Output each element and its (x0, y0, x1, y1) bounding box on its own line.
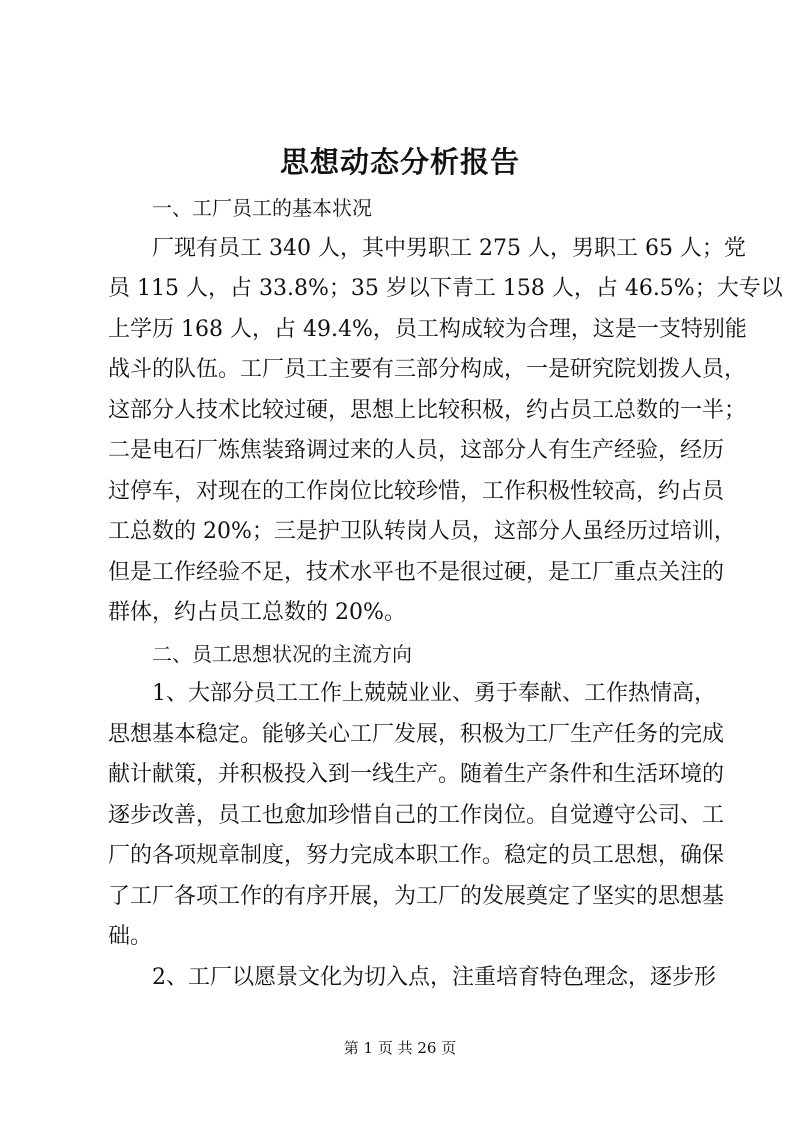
section-heading-2: 二、员工思想状况的主流方向 (152, 641, 412, 666)
page-footer: 第 1 页 共 26 页 (343, 1039, 457, 1057)
paragraph-line: 厂现有员工 340 人，其中男职工 275 人，男职工 65 人；党 (152, 235, 746, 261)
paragraph-line: 逐步改善，员工也愈加珍惜自己的工作岗位。自觉遵守公司、工 (108, 802, 725, 828)
paragraph-line: 献计献策，并积极投入到一线生产。随着生产条件和生活环境的 (108, 762, 725, 787)
paragraph-line: 础。 (108, 924, 153, 949)
paragraph-line: 厂的各项规章制度，努力完成本职工作。稳定的员工思想，确保 (108, 843, 725, 868)
paragraph-line: 了工厂各项工作的有序开展，为工厂的发展奠定了坚实的思想基 (108, 883, 725, 909)
paragraph-line: 群体，约占员工总数的 20%。 (108, 600, 406, 625)
paragraph-line: 上学历 168 人，占 49.4%，员工构成较为合理，这是一支特别能 (108, 316, 747, 342)
document-body (108, 188, 783, 998)
paragraph-line: 2、工厂以愿景文化为切入点，注重培育特色理念，逐步形 (152, 964, 716, 990)
paragraph-line: 但是工作经验不足，技术水平也不是很过硬，是工厂重点关注的 (108, 559, 725, 585)
paragraph-line: 这部分人技术比较过硬，思想上比较积极，约占员工总数的一半； (108, 397, 747, 423)
section-heading-1: 一、工厂员工的基本状况 (152, 196, 372, 220)
paragraph-line: 二是电石厂炼焦装臵调过来的人员，这部分人有生产经验，经历 (108, 438, 725, 463)
paragraph-line: 过停车，对现在的工作岗位比较珍惜，工作积极性较高，约占员 (108, 478, 725, 504)
paragraph-line: 战斗的队伍。工厂员工主要有三部分构成，一是研究院划拨人员， (108, 357, 747, 382)
paragraph-line: 工总数的 20%；三是护卫队转岗人员，这部分人虽经历过培训， (108, 519, 736, 544)
paragraph-line: 思想基本稳定。能够关心工厂发展，积极为工厂生产任务的完成 (108, 721, 725, 747)
paragraph-line: 员 115 人，占 33.8%；35 岁以下青工 158 人，占 46.5%；大专以 (108, 276, 783, 301)
paragraph-line: 1、大部分员工工作上兢兢业业、勇于奉献、工作热情高， (152, 681, 716, 706)
document-title: 思想动态分析报告 (279, 145, 520, 179)
